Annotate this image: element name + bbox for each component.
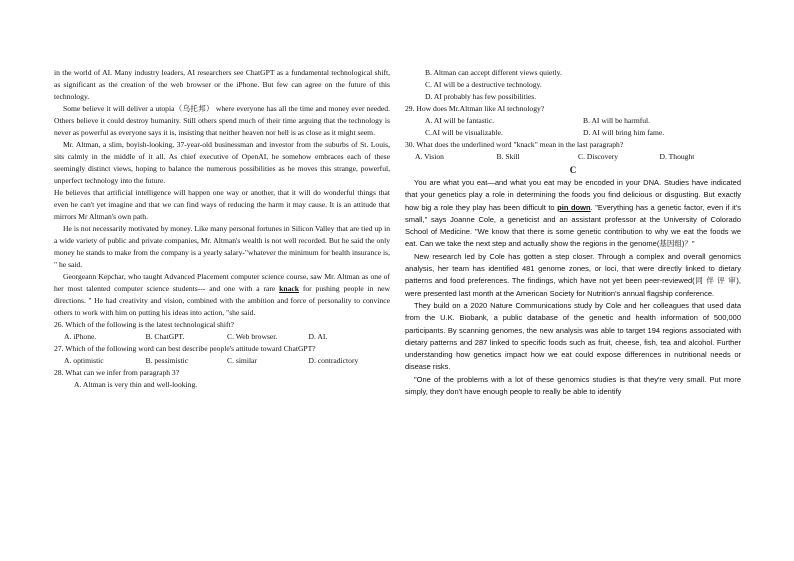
- option: C. Web browser.: [227, 332, 278, 341]
- option: B. ChatGPT.: [145, 332, 185, 341]
- paragraph-1: in the world of AI. Many industry leaders, AI researchers see ChatGPT as a fundamental technological shift, as significant as the creation of the web browser or the iPhone. But few can agree on the future of this technology.: [54, 68, 390, 101]
- paragraph-3: Mr. Altman, a slim, boyish-looking, 37-year-old businessman and investor from the suburbs of St. Louis, sits calmly in the middle of it all. As chief executive of OpenAI, he somehow embraces each of these seemingly distinct views, hoping to balance the numerous possibilities as he moves this strange, powerful, unperfect technology into the future.: [54, 140, 390, 185]
- option: A. optimistic: [64, 356, 104, 365]
- question-28-option-b: B. Altman can accept different views quietly.: [425, 68, 562, 77]
- underlined-phrase-pin-down: pin down: [557, 202, 591, 212]
- right-column: [405, 67, 741, 398]
- section-heading: C: [569, 165, 577, 175]
- passage-c-paragraph-3: They build on a 2020 Nature Communications study by Cole and her colleagues that used data from the U.K. Biobank, a public database of the genetic and health information of 500,000 participants. By scanning genomes, the new analysis was able to target 194 regions associated with dietary patterns and 287 linked to specific foods such as fruit, cheese, fish, tea and alcohol. Further understanding how genetics impact how we eat could expose differences in nutritional needs or disease risks.: [405, 300, 741, 372]
- option: D. AI will bring him fame.: [583, 128, 665, 137]
- passage-c-paragraph-1: [405, 177, 741, 251]
- question-28-option-c: C. AI will be a destructive technology.: [425, 80, 542, 89]
- paragraph-6: [54, 271, 390, 319]
- passage-c-paragraph-4: "One of the problems with a lot of these genomics studies is that they're very small. Put more simply, they don't have enough people to really be able to identify: [405, 374, 741, 397]
- passage-c-p1-part-b: . "Everything has a genetic factor, even if it's small," says Joanne Cole, a geneticist and an assistant professor at the University of Colorado School of Medicine. "We know that there is some genetic contribution to why we eat the foods we eat. Can we take the next step and actually show the regions in the genome(基因组)？": [405, 202, 741, 249]
- question-29-options-row-1: [405, 115, 741, 127]
- question-27-options: [54, 355, 390, 367]
- paragraph-6-part-b: for pushing people in new directions. " He had creativity and vision, combined with the ambition and force of personality to convince others to work with him on putting his ideas into action, "she said.: [54, 284, 390, 317]
- question-26: 26. Which of the following is the latest technological shift?: [54, 320, 234, 329]
- question-29-options-row-2: [405, 127, 741, 139]
- passage-c-paragraph-2: New research led by Cole has gotten a step closer. Through a complex and overall genomics analysis, her team has identified 481 genome zones, or loci, that were directly linked to dietary patterns and food preferences. The findings, which have not yet been peer-reviewed(同 伴 评 审), were presented last month at the American Society for Nutrition's annual flagship conference.: [405, 251, 741, 298]
- question-30-options: [405, 151, 741, 163]
- left-column: [54, 67, 390, 391]
- question-28-option-a: A. Altman is very thin and well-looking.: [74, 380, 198, 389]
- option: D. Thought: [659, 152, 695, 161]
- option: D. AI.: [308, 332, 328, 341]
- question-28: 28. What can we infer from paragraph 3?: [54, 368, 180, 377]
- paragraph-4: He believes that artificial intelligence will happen one way or another, that it will do wonderful things that even he can't yet imagine and that we can find ways of reducing the harm it may cause. It is an attitude that mirrors Mr Altman's own path.: [54, 188, 390, 221]
- option: A. Vision: [415, 152, 444, 161]
- option: C. Discovery: [578, 152, 619, 161]
- question-26-options: [54, 331, 390, 343]
- option: B. Skill: [496, 152, 520, 161]
- underlined-word-knack: knack: [279, 284, 299, 293]
- paragraph-2: Some believe it will deliver a utopia（乌托邦） where everyone has all the time and money ever needed. Others believe it could destroy humanity. Still others spend much of their time arguing that the technology is never as powerful as everyone says it is, insisting that neither heaven nor hell is as close as it might seem.: [54, 104, 390, 137]
- question-27: 27. Which of the following word can best describe people's attitude toward ChatGPT?: [54, 344, 316, 353]
- option: B. pessimistic: [145, 356, 189, 365]
- option: D. contradictory: [308, 356, 359, 365]
- option: A. iPhone.: [64, 332, 97, 341]
- paragraph-5: He is not necessarily motivated by money. Like many personal fortunes in Silicon Valley that are tied up in a wide variety of public and private companies, Mr. Altman's wealth is not well recorded. But he said the only money he stands to make from the company is a yearly salary-"whatever the minimum for health insurance is, " he said.: [54, 224, 390, 269]
- question-29: 29. How does Mr.Altman like AI technology?: [405, 104, 545, 113]
- option: C. similar: [227, 356, 257, 365]
- question-30: 30. What does the underlined word "knack" mean in the last paragraph?: [405, 140, 624, 149]
- question-28-option-d: D. AI probably has few possibilities.: [425, 92, 537, 101]
- paragraph-6-part-a: Georgeann Kepchar, who taught Advanced Placement computer science course, saw Mr. Altman as one of her most talented computer science students--- and one with a rare: [54, 272, 390, 293]
- option: A. AI will be fantastic.: [425, 116, 495, 125]
- option: B. AI will be harmful.: [583, 116, 651, 125]
- passage-c-p1-part-a: You are what you eat—and what you eat may be encoded in your DNA. Studies have indicated that your genetics play a role in determining the foods you find delicious or disgusting. But exactly how big a role they play has been difficult to: [405, 178, 741, 212]
- option: C.AI will be visualizable.: [425, 128, 503, 137]
